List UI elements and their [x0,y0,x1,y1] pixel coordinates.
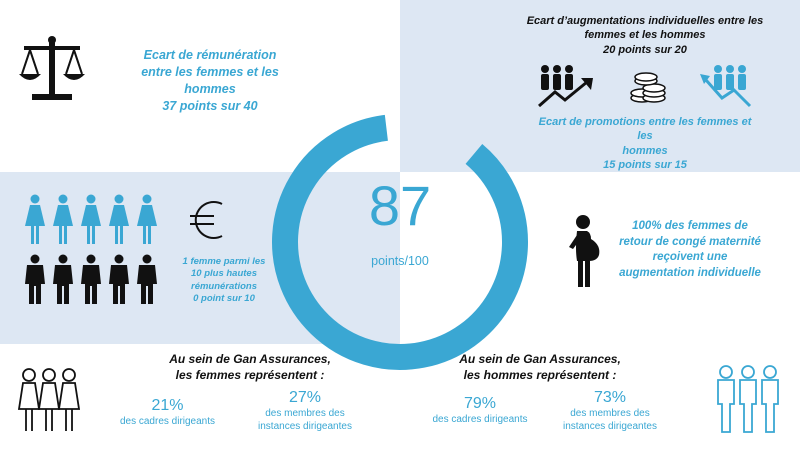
raise-gap-score: 20 points sur 20 [603,43,687,56]
man-icon [50,254,76,306]
score-ring [270,112,530,372]
raise-gap-line1: Ecart d’augmentations individuelles entre les [526,15,764,27]
maternity-line1: 100% des femmes de [632,220,748,232]
women-instances-label1: des membres des [265,408,345,420]
pay-gap-score: 37 points sur 40 [162,98,258,113]
pay-gap-line3: hommes [184,81,236,96]
pay-gap-line2: entre les femmes et les [141,64,279,79]
top10-line2: 10 plus hautes [191,268,257,280]
woman-icon [50,194,76,246]
score-arc [285,128,515,357]
man-icon [134,254,160,306]
top10-score: 0 point sur 10 [193,293,255,305]
pay-gap-line1: Ecart de rémunération [143,48,277,62]
maternity-line2: retour de congé maternité [619,235,761,248]
maternity-text [605,219,775,281]
man-icon [22,254,48,306]
men-heading-line2: les hommes représentent : [463,367,617,382]
women-heading-line2: les femmes représentent : [175,367,325,382]
scale-icon [18,34,86,104]
pregnant-woman-icon [565,213,605,289]
men-instances-stat [555,388,665,433]
maternity-line3: reçoivent une [652,251,728,264]
pay-gap-text [110,47,310,115]
men-heading [425,352,655,383]
people-chart-up-icon [535,64,595,110]
women-instances-pct: 27% [288,389,322,406]
woman-icon [22,194,48,246]
woman-icon [134,194,160,246]
women-cadres-pct: 21% [151,397,184,414]
man-icon [78,254,104,306]
men-cadres-stat [420,394,540,426]
men-heading-line1: Au sein de Gan Assurances, [459,352,621,366]
top10-text [180,256,268,305]
men-instances-label1: des membres des [570,408,650,420]
women-heading [135,352,365,383]
promotion-gap-line1: Ecart de promotions entre les femmes et les [538,116,752,143]
women-cadres-stat [110,396,225,428]
women-cadres-label: des cadres dirigeants [119,416,216,428]
women-group-icon [15,365,83,435]
promotion-gap-text [530,115,760,172]
men-cadres-label: des cadres dirigeants [432,414,528,426]
woman-icon [106,194,132,246]
men-instances-label2: instances dirigeantes [563,421,657,433]
man-icon [106,254,132,306]
women-instances-label2: instances dirigeantes [258,421,352,433]
people-chart-down-icon [700,64,756,110]
women-row [22,194,162,246]
top10-line3: rémunérations [191,280,257,292]
raise-gap-text [520,14,770,57]
woman-icon [78,194,104,246]
promotion-gap-score: 15 points sur 15 [603,158,687,171]
raise-gap-line2: femmes et les hommes [584,29,706,42]
score-value: 87 [368,174,432,237]
score-unit: points/100 [371,254,429,268]
euro-icon [188,196,228,244]
promotion-gap-line2: hommes [622,144,668,157]
men-cadres-pct: 79% [463,395,497,412]
coins-icon [628,72,668,104]
men-row [22,254,162,306]
men-instances-pct: 73% [593,389,627,406]
women-heading-line1: Au sein de Gan Assurances, [169,352,331,366]
women-instances-stat [250,388,360,433]
men-group-icon [712,362,784,436]
maternity-line4: augmentation individuelle [619,266,761,279]
top10-line1: 1 femme parmi les [182,256,266,267]
